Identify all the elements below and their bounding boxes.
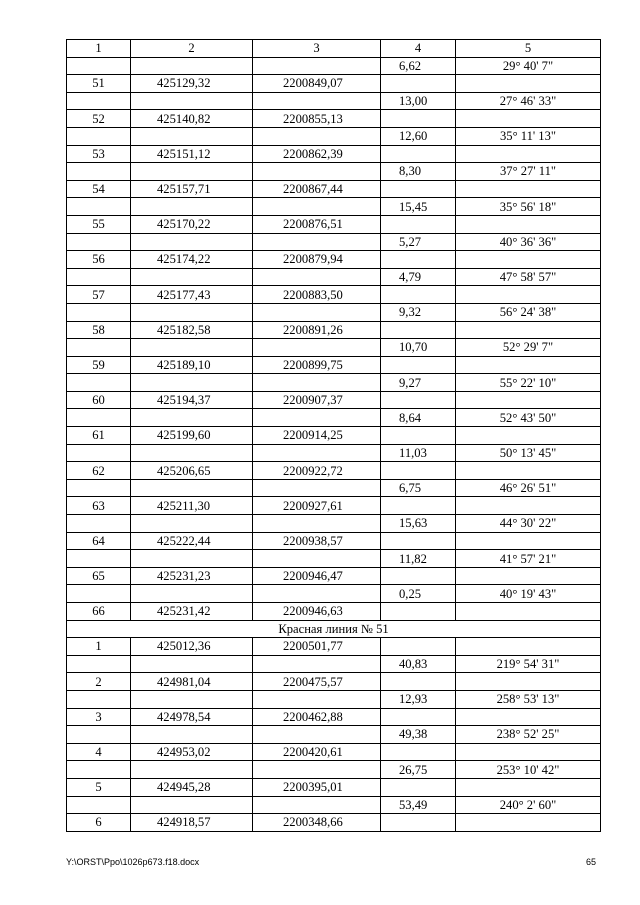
point-number: 55 — [67, 215, 131, 233]
point-row — [67, 427, 601, 445]
point-number: 53 — [67, 145, 131, 163]
segment-row — [67, 409, 601, 427]
empty-cell — [253, 198, 381, 216]
empty-cell — [67, 550, 131, 568]
coord-x: 425151,12 — [131, 145, 253, 163]
coord-y: 2200922,72 — [253, 462, 381, 480]
segment-angle: 56° 24' 38" — [456, 303, 601, 321]
segment-angle: 29° 40' 7" — [456, 57, 601, 75]
point-number: 54 — [67, 180, 131, 198]
point-row — [67, 251, 601, 269]
empty-cell — [131, 690, 253, 708]
empty-cell — [456, 215, 601, 233]
empty-cell — [456, 110, 601, 128]
empty-cell — [381, 145, 456, 163]
segment-row — [67, 339, 601, 357]
empty-cell — [381, 180, 456, 198]
empty-cell — [381, 497, 456, 515]
empty-cell — [67, 163, 131, 181]
point-number: 63 — [67, 497, 131, 515]
segment-distance: 11,03 — [381, 444, 456, 462]
point-number: 58 — [67, 321, 131, 339]
segment-distance: 12,60 — [381, 127, 456, 145]
coord-x: 424953,02 — [131, 743, 253, 761]
empty-cell — [253, 515, 381, 533]
empty-cell — [131, 233, 253, 251]
empty-cell — [131, 479, 253, 497]
empty-cell — [456, 708, 601, 726]
coord-x: 425174,22 — [131, 251, 253, 269]
empty-cell — [131, 550, 253, 568]
coord-x: 425129,32 — [131, 75, 253, 93]
segment-distance: 4,79 — [381, 268, 456, 286]
point-number: 56 — [67, 251, 131, 269]
point-row — [67, 356, 601, 374]
coord-x: 424981,04 — [131, 673, 253, 691]
empty-cell — [67, 268, 131, 286]
point-row — [67, 321, 601, 339]
empty-cell — [253, 374, 381, 392]
point-row — [67, 180, 601, 198]
coord-x: 425012,36 — [131, 638, 253, 656]
segment-row — [67, 479, 601, 497]
empty-cell — [253, 303, 381, 321]
empty-cell — [456, 462, 601, 480]
empty-cell — [131, 515, 253, 533]
segment-angle: 238° 52' 25" — [456, 726, 601, 744]
empty-cell — [456, 743, 601, 761]
empty-cell — [456, 603, 601, 621]
empty-cell — [67, 374, 131, 392]
segment-angle: 40° 36' 36" — [456, 233, 601, 251]
empty-cell — [67, 726, 131, 744]
empty-cell — [67, 339, 131, 357]
segment-row — [67, 726, 601, 744]
empty-cell — [381, 778, 456, 796]
empty-cell — [67, 515, 131, 533]
segment-distance: 0,25 — [381, 585, 456, 603]
coord-x: 424918,57 — [131, 814, 253, 832]
segment-row — [67, 127, 601, 145]
empty-cell — [67, 233, 131, 251]
segment-row — [67, 761, 601, 779]
empty-cell — [131, 796, 253, 814]
segment-angle: 40° 19' 43" — [456, 585, 601, 603]
segment-distance: 40,83 — [381, 655, 456, 673]
point-row — [67, 708, 601, 726]
empty-cell — [67, 127, 131, 145]
coord-y: 2200855,13 — [253, 110, 381, 128]
empty-cell — [67, 796, 131, 814]
coord-x: 425177,43 — [131, 286, 253, 304]
coord-x: 425211,30 — [131, 497, 253, 515]
empty-cell — [456, 391, 601, 409]
point-row — [67, 497, 601, 515]
segment-row — [67, 303, 601, 321]
empty-cell — [253, 726, 381, 744]
point-number: 6 — [67, 814, 131, 832]
empty-cell — [381, 638, 456, 656]
segment-distance: 10,70 — [381, 339, 456, 357]
empty-cell — [131, 163, 253, 181]
point-row — [67, 75, 601, 93]
coord-x: 424978,54 — [131, 708, 253, 726]
point-row — [67, 110, 601, 128]
empty-cell — [456, 286, 601, 304]
coord-y: 2200891,26 — [253, 321, 381, 339]
empty-cell — [253, 761, 381, 779]
empty-cell — [131, 374, 253, 392]
point-number: 66 — [67, 603, 131, 621]
point-row — [67, 673, 601, 691]
segment-angle: 253° 10' 42" — [456, 761, 601, 779]
empty-cell — [456, 321, 601, 339]
section-row — [67, 620, 601, 638]
segment-angle: 52° 29' 7" — [456, 339, 601, 357]
empty-cell — [456, 427, 601, 445]
segment-row — [67, 57, 601, 75]
point-row — [67, 215, 601, 233]
empty-cell — [456, 75, 601, 93]
point-row — [67, 603, 601, 621]
empty-cell — [67, 444, 131, 462]
empty-cell — [131, 761, 253, 779]
point-row — [67, 532, 601, 550]
empty-cell — [131, 726, 253, 744]
empty-cell — [381, 567, 456, 585]
empty-cell — [381, 215, 456, 233]
coord-y: 2200462,88 — [253, 708, 381, 726]
empty-cell — [381, 321, 456, 339]
segment-angle: 50° 13' 45" — [456, 444, 601, 462]
point-number: 62 — [67, 462, 131, 480]
empty-cell — [131, 409, 253, 427]
point-number: 57 — [67, 286, 131, 304]
point-number: 52 — [67, 110, 131, 128]
empty-cell — [456, 673, 601, 691]
segment-angle: 240° 2' 60" — [456, 796, 601, 814]
empty-cell — [381, 532, 456, 550]
segment-row — [67, 268, 601, 286]
segment-distance: 6,62 — [381, 57, 456, 75]
empty-cell — [253, 268, 381, 286]
point-row — [67, 778, 601, 796]
empty-cell — [67, 479, 131, 497]
coord-y: 2200946,47 — [253, 567, 381, 585]
point-row — [67, 145, 601, 163]
header-cell-2: 2 — [131, 40, 253, 58]
empty-cell — [131, 444, 253, 462]
point-number: 64 — [67, 532, 131, 550]
segment-row — [67, 92, 601, 110]
segment-distance: 8,30 — [381, 163, 456, 181]
segment-angle: 35° 11' 13" — [456, 127, 601, 145]
header-cell-4: 4 — [381, 40, 456, 58]
coord-y: 2200867,44 — [253, 180, 381, 198]
segment-angle: 52° 43' 50" — [456, 409, 601, 427]
empty-cell — [456, 532, 601, 550]
empty-cell — [131, 57, 253, 75]
empty-cell — [381, 814, 456, 832]
empty-cell — [67, 585, 131, 603]
point-row — [67, 462, 601, 480]
empty-cell — [253, 690, 381, 708]
segment-distance: 5,27 — [381, 233, 456, 251]
point-number: 2 — [67, 673, 131, 691]
empty-cell — [381, 391, 456, 409]
empty-cell — [131, 339, 253, 357]
segment-row — [67, 655, 601, 673]
segment-angle: 47° 58' 57" — [456, 268, 601, 286]
empty-cell — [456, 180, 601, 198]
segment-row — [67, 233, 601, 251]
coord-x: 425206,65 — [131, 462, 253, 480]
coord-y: 2200876,51 — [253, 215, 381, 233]
empty-cell — [456, 356, 601, 374]
empty-cell — [456, 251, 601, 269]
segment-angle: 27° 46' 33" — [456, 92, 601, 110]
footer-file-path: Y:\ORST\Ppo\1026p673.f18.docx — [66, 857, 200, 867]
coord-x: 425189,10 — [131, 356, 253, 374]
coord-x: 425231,23 — [131, 567, 253, 585]
coord-y: 2200907,37 — [253, 391, 381, 409]
segment-angle: 37° 27' 11" — [456, 163, 601, 181]
empty-cell — [253, 550, 381, 568]
empty-cell — [131, 303, 253, 321]
empty-cell — [381, 356, 456, 374]
table-body — [67, 40, 601, 832]
empty-cell — [456, 145, 601, 163]
coord-y: 2200914,25 — [253, 427, 381, 445]
coord-y: 2200862,39 — [253, 145, 381, 163]
segment-distance: 49,38 — [381, 726, 456, 744]
segment-angle: 55° 22' 10" — [456, 374, 601, 392]
coord-x: 425231,42 — [131, 603, 253, 621]
segment-row — [67, 690, 601, 708]
header-cell-3: 3 — [253, 40, 381, 58]
header-cell-5: 5 — [456, 40, 601, 58]
coord-y: 2200879,94 — [253, 251, 381, 269]
empty-cell — [253, 233, 381, 251]
header-row — [67, 40, 601, 58]
empty-cell — [253, 163, 381, 181]
empty-cell — [131, 127, 253, 145]
coord-x: 425194,37 — [131, 391, 253, 409]
coord-x: 425157,71 — [131, 180, 253, 198]
footer-page-number: 65 — [586, 857, 597, 867]
coord-x: 424945,28 — [131, 778, 253, 796]
segment-row — [67, 444, 601, 462]
empty-cell — [131, 92, 253, 110]
segment-angle: 258° 53' 13" — [456, 690, 601, 708]
empty-cell — [381, 743, 456, 761]
empty-cell — [381, 603, 456, 621]
point-number: 1 — [67, 638, 131, 656]
point-number: 59 — [67, 356, 131, 374]
coord-x: 425182,58 — [131, 321, 253, 339]
coord-y: 2200946,63 — [253, 603, 381, 621]
empty-cell — [253, 92, 381, 110]
segment-row — [67, 585, 601, 603]
segment-angle: 46° 26' 51" — [456, 479, 601, 497]
segment-angle: 219° 54' 31" — [456, 655, 601, 673]
empty-cell — [253, 479, 381, 497]
coordinates-table — [66, 39, 601, 832]
segment-distance: 13,00 — [381, 92, 456, 110]
section-title: Красная линия № 51 — [67, 620, 601, 638]
coord-y: 2200348,66 — [253, 814, 381, 832]
segment-distance: 15,45 — [381, 198, 456, 216]
point-number: 51 — [67, 75, 131, 93]
coord-y: 2200849,07 — [253, 75, 381, 93]
point-number: 5 — [67, 778, 131, 796]
coord-x: 425199,60 — [131, 427, 253, 445]
point-number: 4 — [67, 743, 131, 761]
segment-distance: 15,63 — [381, 515, 456, 533]
empty-cell — [456, 778, 601, 796]
empty-cell — [381, 286, 456, 304]
point-row — [67, 286, 601, 304]
segment-angle: 35° 56' 18" — [456, 198, 601, 216]
segment-row — [67, 374, 601, 392]
coord-y: 2200899,75 — [253, 356, 381, 374]
empty-cell — [253, 655, 381, 673]
segment-row — [67, 515, 601, 533]
point-number: 3 — [67, 708, 131, 726]
segment-distance: 53,49 — [381, 796, 456, 814]
point-row — [67, 743, 601, 761]
empty-cell — [67, 92, 131, 110]
empty-cell — [253, 339, 381, 357]
segment-distance: 11,82 — [381, 550, 456, 568]
coord-y: 2200501,77 — [253, 638, 381, 656]
coord-y: 2200395,01 — [253, 778, 381, 796]
segment-distance: 6,75 — [381, 479, 456, 497]
segment-angle: 41° 57' 21" — [456, 550, 601, 568]
empty-cell — [67, 303, 131, 321]
empty-cell — [67, 761, 131, 779]
empty-cell — [253, 444, 381, 462]
empty-cell — [67, 198, 131, 216]
empty-cell — [253, 57, 381, 75]
empty-cell — [381, 708, 456, 726]
segment-row — [67, 796, 601, 814]
empty-cell — [381, 427, 456, 445]
coord-y: 2200927,61 — [253, 497, 381, 515]
empty-cell — [131, 198, 253, 216]
empty-cell — [67, 409, 131, 427]
point-row — [67, 567, 601, 585]
empty-cell — [67, 57, 131, 75]
empty-cell — [131, 268, 253, 286]
point-row — [67, 391, 601, 409]
segment-row — [67, 163, 601, 181]
point-number: 65 — [67, 567, 131, 585]
segment-distance: 9,32 — [381, 303, 456, 321]
empty-cell — [131, 655, 253, 673]
segment-distance: 9,27 — [381, 374, 456, 392]
empty-cell — [253, 585, 381, 603]
coord-x: 425140,82 — [131, 110, 253, 128]
empty-cell — [456, 567, 601, 585]
segment-distance: 12,93 — [381, 690, 456, 708]
empty-cell — [253, 409, 381, 427]
empty-cell — [381, 110, 456, 128]
empty-cell — [381, 75, 456, 93]
point-row — [67, 814, 601, 832]
point-number: 60 — [67, 391, 131, 409]
coord-y: 2200475,57 — [253, 673, 381, 691]
segment-angle: 44° 30' 22" — [456, 515, 601, 533]
empty-cell — [456, 814, 601, 832]
empty-cell — [381, 251, 456, 269]
empty-cell — [381, 673, 456, 691]
coord-y: 2200938,57 — [253, 532, 381, 550]
segment-row — [67, 550, 601, 568]
empty-cell — [131, 585, 253, 603]
segment-row — [67, 198, 601, 216]
empty-cell — [456, 497, 601, 515]
segment-distance: 26,75 — [381, 761, 456, 779]
empty-cell — [67, 690, 131, 708]
coord-y: 2200420,61 — [253, 743, 381, 761]
segment-distance: 8,64 — [381, 409, 456, 427]
coord-y: 2200883,50 — [253, 286, 381, 304]
empty-cell — [67, 655, 131, 673]
empty-cell — [253, 127, 381, 145]
header-cell-1: 1 — [67, 40, 131, 58]
point-row — [67, 638, 601, 656]
point-number: 61 — [67, 427, 131, 445]
empty-cell — [381, 462, 456, 480]
empty-cell — [253, 796, 381, 814]
coord-x: 425222,44 — [131, 532, 253, 550]
empty-cell — [456, 638, 601, 656]
coord-x: 425170,22 — [131, 215, 253, 233]
